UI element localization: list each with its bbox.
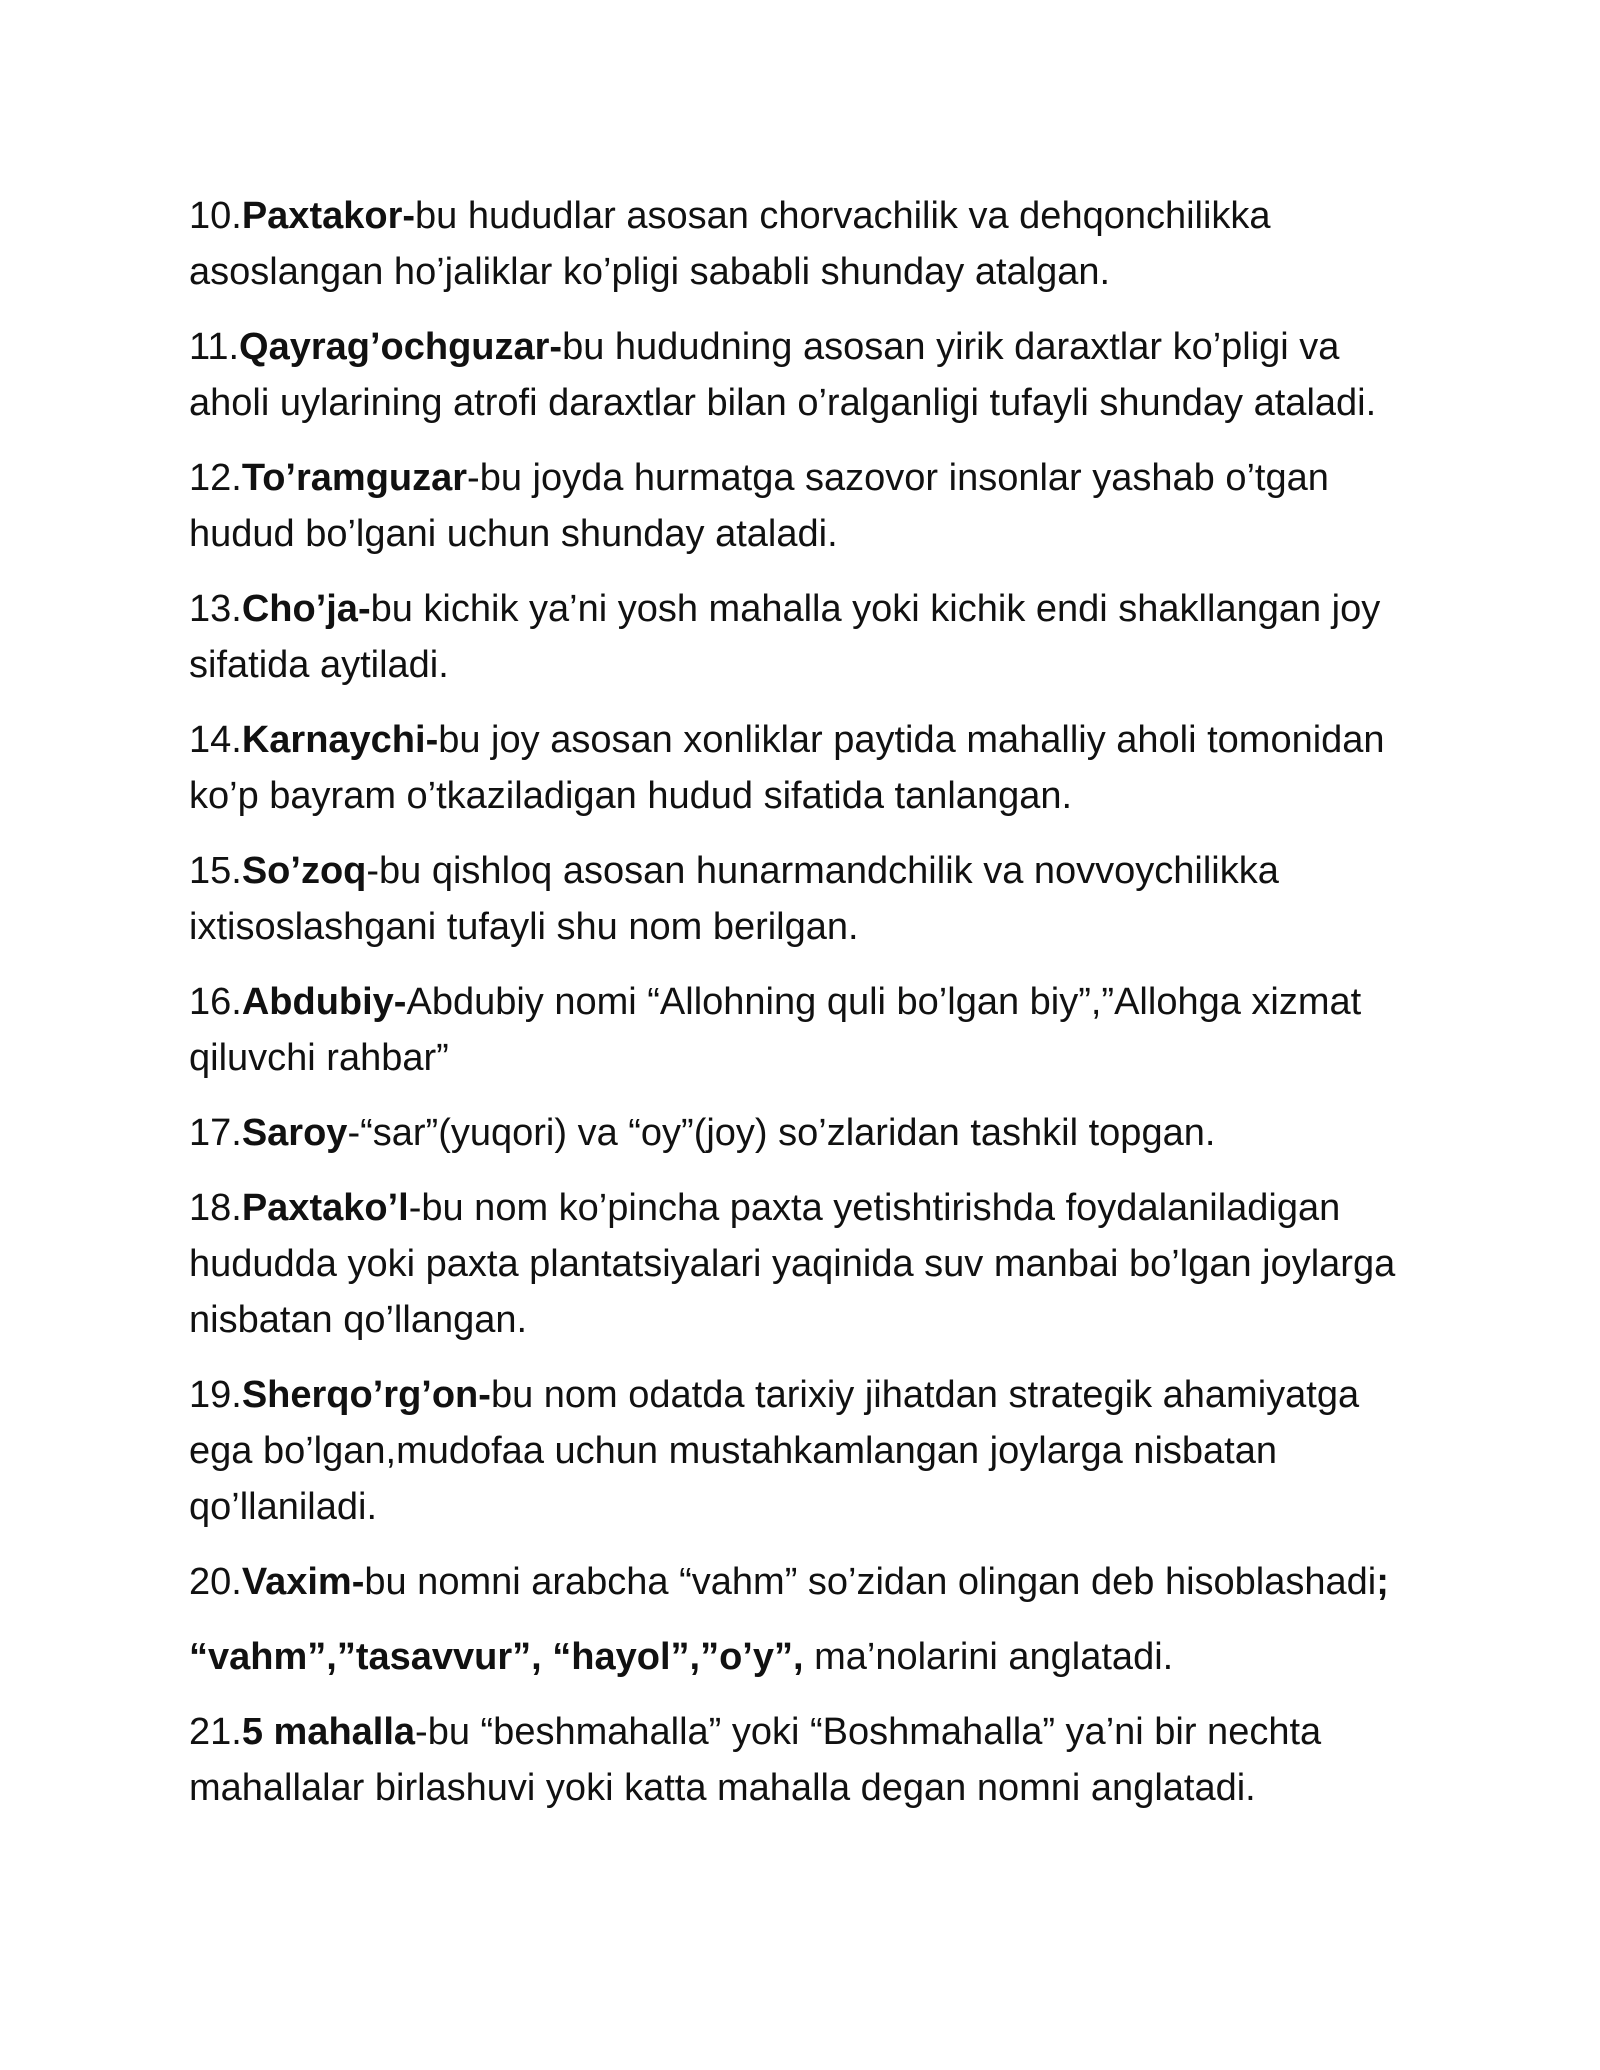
entry-qayragochguzar	[189, 319, 1429, 431]
entry-text: Abdubiy nomi “Allohning quli bo’lgan biy”,”Allohga xizmat qiluvchi rahbar”	[189, 981, 1362, 1079]
entry-term: Abdubiy-	[241, 981, 407, 1023]
entry-text: bu kichik ya’ni yosh mahalla yoki kichik endi shakllangan joy sifatida aytiladi.	[189, 588, 1381, 686]
entry-term: Saroy	[241, 1112, 348, 1154]
entry-choja	[189, 581, 1429, 693]
entry-term: Cho’ja-	[241, 588, 371, 630]
entry-text: -bu nom ko’pincha paxta yetishtirishda foydalaniladigan hududda yoki paxta plantatsiyalari yaqinida suv manbai bo’lgan joylarga nisbatan qo’llangan.	[189, 1187, 1396, 1341]
meaning-text: ma’nolarini anglatadi.	[803, 1636, 1174, 1678]
entry-term: Karnaychi-	[241, 719, 439, 761]
entry-toramguzar	[189, 450, 1429, 562]
entry-vaxim-meanings	[189, 1629, 1429, 1685]
entry-text: -bu joyda hurmatga sazovor insonlar yashab o’tgan hudud bo’lgani uchun shunday ataladi.	[189, 457, 1329, 555]
entry-text: bu hududning asosan yirik daraxtlar ko’pligi va aholi uylarining atrofi daraxtlar bilan o’ralganligi tufayli shunday ataladi.	[189, 326, 1377, 424]
entry-number: 13.	[189, 588, 242, 630]
entry-text: -bu qishloq asosan hunarmandchilik va novvoychilikka ixtisoslashgani tufayli shu nom berilgan.	[189, 850, 1279, 948]
entry-number: 19.	[189, 1374, 242, 1416]
entry-term: Paxtako’l	[241, 1187, 409, 1229]
entry-number: 17.	[189, 1112, 242, 1154]
entry-text: bu joy asosan xonliklar paytida mahalliy aholi tomonidan ko’p bayram o’tkaziladigan hudud sifatida tanlangan.	[189, 719, 1385, 817]
entry-term: To’ramguzar	[241, 457, 468, 499]
entry-saroy	[189, 1105, 1429, 1161]
document-page	[189, 188, 1429, 1835]
entry-number: 20.	[189, 1561, 242, 1603]
meaning-terms: “vahm”,”tasavvur”, “hayol”,”o’y”,	[189, 1636, 804, 1678]
entry-number: 11.	[189, 326, 240, 368]
entry-5-mahalla	[189, 1704, 1429, 1816]
entry-sherqorgon	[189, 1367, 1429, 1535]
entry-text: -bu “beshmahalla” yoki “Boshmahalla” ya’ni bir nechta mahallalar birlashuvi yoki katta mahalla degan nomni anglatadi.	[189, 1711, 1322, 1809]
entry-number: 18.	[189, 1187, 242, 1229]
entry-number: 12.	[189, 457, 242, 499]
entry-number: 21.	[189, 1711, 242, 1753]
entry-paxtakor	[189, 188, 1429, 300]
entry-number: 16.	[189, 981, 242, 1023]
entry-term: So’zoq	[241, 850, 367, 892]
entry-term: Qayrag’ochguzar-	[239, 326, 563, 368]
entry-paxtakol	[189, 1180, 1429, 1348]
entry-number: 10.	[189, 195, 242, 237]
entry-text: bu nomni arabcha “vahm” so’zidan olingan deb hisoblashadi	[364, 1561, 1377, 1603]
entry-text: -“sar”(yuqori) va “oy”(joy) so’zlaridan tashkil topgan.	[347, 1112, 1216, 1154]
entry-text: bu hududlar asosan chorvachilik va dehqonchilikka asoslangan ho’jaliklar ko’pligi sababli shunday atalgan.	[189, 195, 1271, 293]
entry-number: 15.	[189, 850, 242, 892]
entry-vaxim	[189, 1554, 1429, 1610]
entry-term: Sherqo’rg’on-	[241, 1374, 491, 1416]
entry-tail: ;	[1376, 1561, 1389, 1603]
entry-sozoq	[189, 843, 1429, 955]
entry-number: 14.	[189, 719, 242, 761]
entry-term: Vaxim-	[241, 1561, 365, 1603]
entry-karnaychi	[189, 712, 1429, 824]
entry-term: 5 mahalla	[241, 1711, 416, 1753]
entry-text: bu nom odatda tarixiy jihatdan strategik ahamiyatga ega bo’lgan,mudofaa uchun mustahkamlangan joylarga nisbatan qo’llaniladi.	[189, 1374, 1360, 1528]
entry-term: Paxtakor-	[241, 195, 416, 237]
entry-abdubiy	[189, 974, 1429, 1086]
